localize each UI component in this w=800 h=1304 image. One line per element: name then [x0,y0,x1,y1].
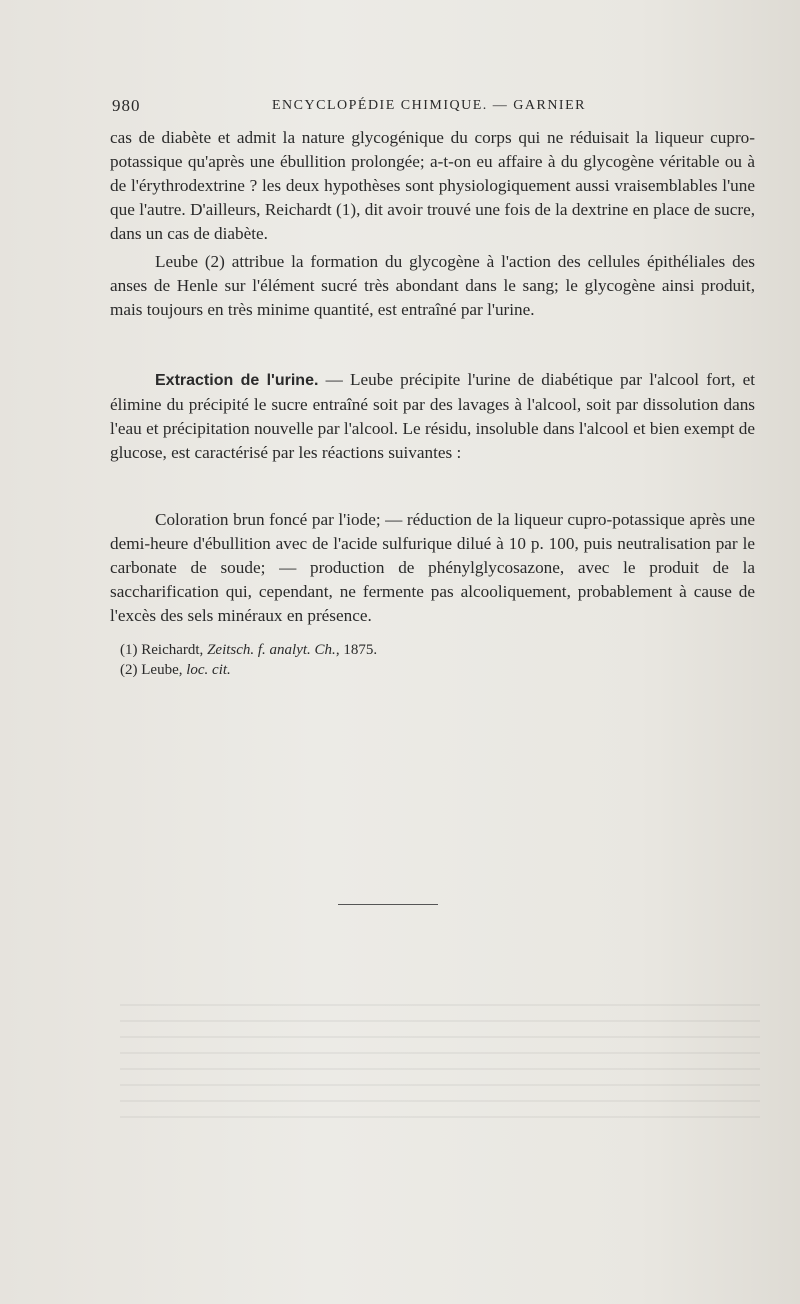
paragraph-leube-glycogen: Leube (2) attribue la formation du glycogène à l'action des cellules épithéliales des anses de Henle sur l'élément sucré très abondant dans le sang; le glycogène ainsi produit, mais toujours en très minime quantité, est entraîné par l'urine. [110,252,755,319]
footnote-rest: , 1875. [335,642,378,658]
footnote-author: Leube, [141,662,183,678]
show-through-texture [120,990,760,1130]
section-body: — Leube précipite l'urine de diabétique par l'alcool fort, et élimine du précipité le sucre entraîné soit par des lavages à l'alcool, soit par dissolution dans l'eau et précipitation nouvelle par l'alcool. Le résidu, insoluble dans l'alcool et bien exempt de glucose, est caractérisé par les réactions suivantes : [110,370,755,462]
section-heading: Extraction de l'urine. [155,372,319,389]
footnote-1 [120,640,720,660]
footnotes [120,640,720,680]
paragraph-glycogen-hypotheses: cas de diabète et admit la nature glycogénique du corps qui ne réduisait la liqueur cupro-potassique qu'après une ébullition prolongée; a-t-on eu affaire à du glycogène véritable ou à de l'érythrodextrine ? les deux hypothèses sont physiologiquement aussi vraisemblables l'une que l'autre. D'ailleurs, Reichardt (1), dit avoir trouvé une fois de la dextrine en place de sucre, dans un cas de diabète. [110,128,755,243]
footnote-marker: (2) [120,662,138,678]
section-divider-rule [338,904,438,905]
page-header [112,96,752,120]
paragraph-reactions: Coloration brun foncé par l'iode; — réduction de la liqueur cupro-potassique après une demi-heure d'ébullition avec de l'acide sulfurique dilué à 10 p. 100, puis neutralisation par le carbonate de soude; — production de phénylglycosazone, avec le produit de la saccharification qui, cependant, ne fermente pas alcooliquement, probablement à cause de l'excès des sels minéraux en présence. [110,510,755,625]
footnote-source: loc. cit. [186,662,231,678]
footnote-marker: (1) [120,642,138,658]
footnote-source: Zeitsch. f. analyt. Ch. [207,642,336,658]
footnote-2 [120,660,720,680]
section-extraction [110,368,755,465]
footnote-author: Reichardt, [141,642,204,658]
page-number: 980 [112,96,141,115]
running-title: ENCYCLOPÉDIE CHIMIQUE. — GARNIER [272,98,586,113]
